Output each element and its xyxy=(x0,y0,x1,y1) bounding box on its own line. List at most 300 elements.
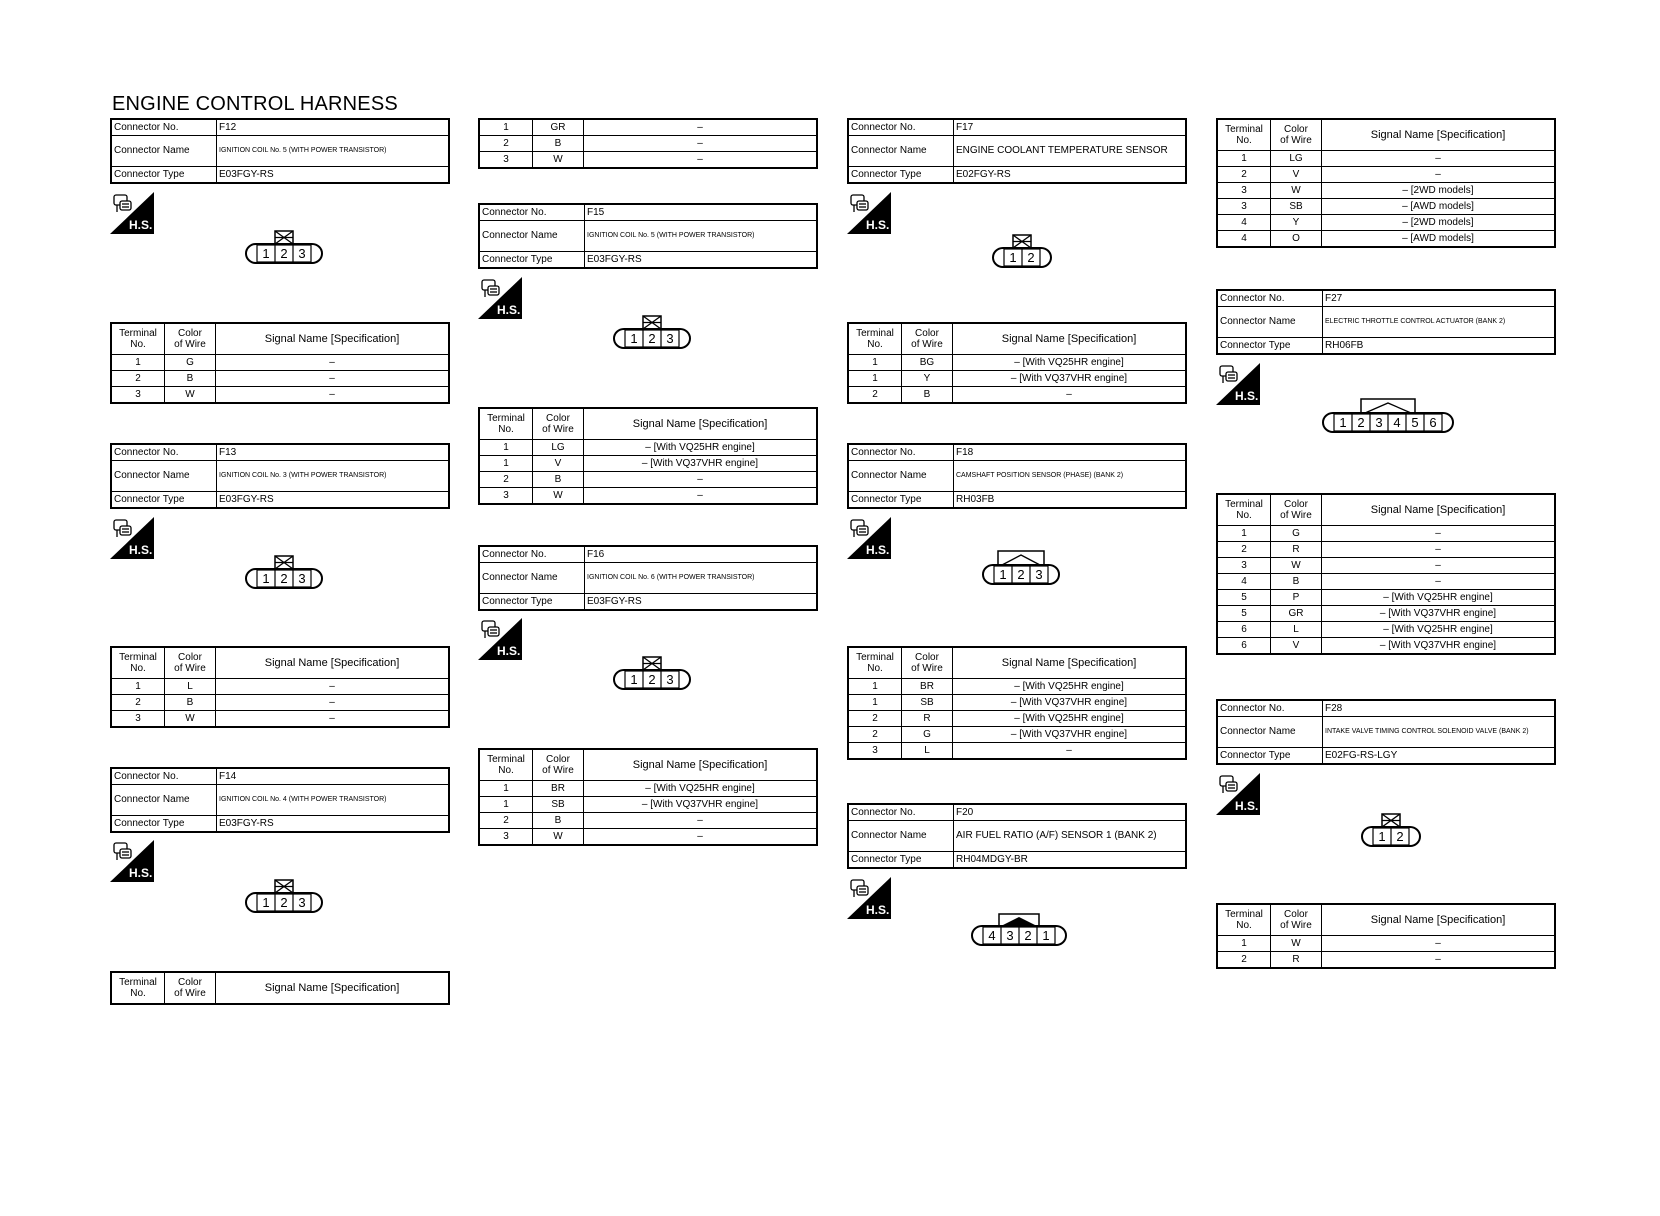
header-wire-color xyxy=(165,323,216,355)
header-terminal-no xyxy=(111,323,165,355)
signal-name: – xyxy=(584,119,818,136)
wire-color: BG xyxy=(902,355,953,371)
terminal-no: 1 xyxy=(111,679,165,695)
header-terminal-no xyxy=(848,323,902,355)
signal-name: – [With VQ25HR engine] xyxy=(584,781,818,797)
terminal-table-f12 xyxy=(110,322,450,404)
header-terminal-no xyxy=(848,647,902,679)
header-signal-name: Signal Name [Specification] xyxy=(216,323,450,355)
label-connector-no: Connector No. xyxy=(479,204,585,221)
pin-label: 1 xyxy=(999,567,1007,582)
terminal-no: 5 xyxy=(1217,590,1271,606)
hs-label: H.S. xyxy=(866,903,890,917)
connector-type-f12: E03FGY-RS xyxy=(217,167,450,184)
signal-name: – [2WD models] xyxy=(1322,183,1556,199)
connector-type-f15: E03FGY-RS xyxy=(585,252,818,269)
connector-name-f18: CAMSHAFT POSITION SENSOR (PHASE) (BANK 2) xyxy=(954,461,1187,492)
terminal-no: 4 xyxy=(1217,215,1271,231)
wire-color: B xyxy=(533,136,584,152)
header-terminal-line1: Terminal xyxy=(1225,498,1263,510)
table-row xyxy=(479,813,817,829)
signal-name: – [AWD models] xyxy=(1322,199,1556,215)
header-color-line2: of Wire xyxy=(1280,920,1312,931)
connector-type-f16: E03FGY-RS xyxy=(585,594,818,611)
terminal-no: 5 xyxy=(1217,606,1271,622)
signal-name: – xyxy=(1322,936,1556,952)
header-terminal-no xyxy=(479,749,533,781)
pin-label: 2 xyxy=(1357,415,1365,430)
wire-color: W xyxy=(1271,936,1322,952)
header-color-line2: of Wire xyxy=(174,663,206,674)
header-terminal-line1: Terminal xyxy=(119,651,157,663)
signal-name: – [With VQ37VHR engine] xyxy=(953,371,1187,387)
label-connector-type: Connector Type xyxy=(848,852,954,869)
pin-label: 1 xyxy=(1378,829,1386,844)
header-terminal-line1: Terminal xyxy=(119,976,157,988)
header-terminal-line2: No. xyxy=(130,339,146,350)
header-terminal-no xyxy=(479,408,533,440)
header-terminal-no xyxy=(1217,904,1271,936)
hs-label: H.S. xyxy=(497,644,521,658)
wire-color: Y xyxy=(1271,215,1322,231)
hs-label: H.S. xyxy=(1235,799,1259,813)
header-terminal-no xyxy=(111,647,165,679)
harness-side-icon xyxy=(110,192,154,234)
header-terminal-line1: Terminal xyxy=(119,327,157,339)
label-connector-no: Connector No. xyxy=(1217,700,1323,717)
label-connector-type: Connector Type xyxy=(111,167,217,184)
pin-label: 1 xyxy=(262,246,270,261)
header-color-line1: Color xyxy=(546,412,570,424)
header-wire-color xyxy=(902,323,953,355)
signal-name: – xyxy=(216,679,450,695)
table-row xyxy=(848,695,1186,711)
pin-label: 2 xyxy=(280,571,288,586)
signal-name: – xyxy=(216,711,450,728)
hs-label: H.S. xyxy=(866,543,890,557)
wire-color: O xyxy=(1271,231,1322,248)
label-connector-type: Connector Type xyxy=(848,167,954,184)
harness-side-icon xyxy=(847,877,891,919)
header-wire-color xyxy=(165,647,216,679)
pin-label: 3 xyxy=(1375,415,1383,430)
terminal-no: 1 xyxy=(1217,151,1271,167)
table-row xyxy=(111,355,449,371)
signal-name: – [With VQ37VHR engine] xyxy=(953,727,1187,743)
label-connector-type: Connector Type xyxy=(1217,748,1323,765)
connector-diagram-f18 xyxy=(981,549,1061,590)
table-row xyxy=(1217,936,1555,952)
table-row xyxy=(848,387,1186,404)
header-terminal-line2: No. xyxy=(1236,920,1252,931)
connector-diagram-f28 xyxy=(1360,811,1422,852)
header-terminal-no xyxy=(1217,494,1271,526)
connector-name-f17: ENGINE COOLANT TEMPERATURE SENSOR xyxy=(954,136,1187,167)
header-color-line1: Color xyxy=(178,976,202,988)
table-row xyxy=(1217,231,1555,248)
wire-color: SB xyxy=(902,695,953,711)
signal-name: – xyxy=(953,743,1187,760)
terminal-no: 1 xyxy=(1217,526,1271,542)
terminal-no: 3 xyxy=(1217,183,1271,199)
terminal-no: 1 xyxy=(479,440,533,456)
connector-info-f17 xyxy=(847,118,1187,184)
wire-color: W xyxy=(165,387,216,404)
wire-color: R xyxy=(902,711,953,727)
connector-no-f15: F15 xyxy=(585,204,818,221)
terminal-no: 1 xyxy=(111,355,165,371)
pin-label: 1 xyxy=(1339,415,1347,430)
signal-name: – xyxy=(584,136,818,152)
header-color-line2: of Wire xyxy=(542,424,574,435)
header-terminal-line2: No. xyxy=(1236,135,1252,146)
hs-label: H.S. xyxy=(129,218,153,232)
harness-side-icon xyxy=(478,618,522,660)
header-terminal-line1: Terminal xyxy=(1225,123,1263,135)
header-wire-color xyxy=(533,408,584,440)
terminal-no: 3 xyxy=(1217,199,1271,215)
terminal-no: 3 xyxy=(479,152,533,169)
terminal-table-f18 xyxy=(847,646,1187,760)
signal-name: – [With VQ37VHR engine] xyxy=(1322,638,1556,655)
connector-diagram-f16 xyxy=(612,654,692,695)
wire-color: P xyxy=(1271,590,1322,606)
terminal-no: 2 xyxy=(848,387,902,404)
connector-plug-icon xyxy=(114,843,131,860)
table-row xyxy=(111,711,449,728)
hs-label: H.S. xyxy=(129,543,153,557)
header-color-line2: of Wire xyxy=(542,765,574,776)
terminal-table-f14 xyxy=(110,971,450,1005)
label-connector-no: Connector No. xyxy=(479,546,585,563)
label-connector-no: Connector No. xyxy=(848,119,954,136)
label-connector-name: Connector Name xyxy=(1217,307,1323,338)
hs-label: H.S. xyxy=(866,218,890,232)
terminal-no: 2 xyxy=(1217,542,1271,558)
connector-plug-icon xyxy=(482,621,499,638)
table-row xyxy=(479,456,817,472)
table-row xyxy=(1217,558,1555,574)
header-signal-name: Signal Name [Specification] xyxy=(216,647,450,679)
signal-name: – xyxy=(216,695,450,711)
wire-color: L xyxy=(165,679,216,695)
header-color-line1: Color xyxy=(178,651,202,663)
table-row xyxy=(848,355,1186,371)
harness-side-icon xyxy=(847,192,891,234)
connector-name-f13: IGNITION COIL No. 3 (WITH POWER TRANSISTOR) xyxy=(217,461,450,492)
wire-color: G xyxy=(165,355,216,371)
table-row xyxy=(1217,199,1555,215)
signal-name: – xyxy=(1322,574,1556,590)
terminal-table-f14-continued xyxy=(478,118,818,169)
table-row xyxy=(848,679,1186,695)
table-row xyxy=(1217,606,1555,622)
table-row xyxy=(111,679,449,695)
table-row xyxy=(1217,183,1555,199)
signal-name: – [With VQ37VHR engine] xyxy=(953,695,1187,711)
wire-color: V xyxy=(1271,167,1322,183)
terminal-table-f16 xyxy=(478,748,818,846)
header-wire-color xyxy=(1271,494,1322,526)
wire-color: SB xyxy=(533,797,584,813)
header-terminal-line1: Terminal xyxy=(856,651,894,663)
terminal-table-f27 xyxy=(1216,493,1556,655)
table-row xyxy=(848,711,1186,727)
wire-color: L xyxy=(902,743,953,760)
header-terminal-line2: No. xyxy=(1236,510,1252,521)
header-wire-color xyxy=(1271,904,1322,936)
table-row xyxy=(479,136,817,152)
connector-type-f13: E03FGY-RS xyxy=(217,492,450,509)
table-row xyxy=(1217,622,1555,638)
terminal-table-f17 xyxy=(847,322,1187,404)
pin-label: 2 xyxy=(1024,928,1032,943)
terminal-no: 1 xyxy=(848,355,902,371)
label-connector-name: Connector Name xyxy=(848,821,954,852)
signal-name: – xyxy=(584,472,818,488)
connector-plug-icon xyxy=(1220,776,1237,793)
label-connector-name: Connector Name xyxy=(111,136,217,167)
pin-label: 5 xyxy=(1411,415,1419,430)
header-signal-name: Signal Name [Specification] xyxy=(1322,119,1556,151)
signal-name: – xyxy=(1322,952,1556,969)
pin-label: 1 xyxy=(262,895,270,910)
signal-name: – xyxy=(584,813,818,829)
wire-color: LG xyxy=(1271,151,1322,167)
connector-no-f27: F27 xyxy=(1323,290,1556,307)
terminal-no: 3 xyxy=(1217,558,1271,574)
table-row xyxy=(479,797,817,813)
pin-label: 3 xyxy=(666,331,674,346)
terminal-no: 1 xyxy=(848,371,902,387)
label-connector-type: Connector Type xyxy=(1217,338,1323,355)
signal-name: – xyxy=(1322,558,1556,574)
wire-color: V xyxy=(533,456,584,472)
header-terminal-line2: No. xyxy=(130,663,146,674)
header-color-line1: Color xyxy=(915,327,939,339)
table-row xyxy=(1217,952,1555,969)
pin-label: 1 xyxy=(630,331,638,346)
signal-name: – [With VQ25HR engine] xyxy=(953,711,1187,727)
wire-color: W xyxy=(533,152,584,169)
signal-name: – [With VQ37VHR engine] xyxy=(584,797,818,813)
signal-name: – [With VQ25HR engine] xyxy=(953,355,1187,371)
signal-name: – xyxy=(584,152,818,169)
terminal-no: 2 xyxy=(848,711,902,727)
connector-no-f12: F12 xyxy=(217,119,450,136)
header-color-line1: Color xyxy=(178,327,202,339)
signal-name: – xyxy=(584,829,818,846)
connector-diagram-f14 xyxy=(244,877,324,918)
label-connector-no: Connector No. xyxy=(111,119,217,136)
table-row xyxy=(1217,215,1555,231)
connector-diagram-f13 xyxy=(244,553,324,594)
connector-no-f16: F16 xyxy=(585,546,818,563)
label-connector-name: Connector Name xyxy=(111,785,217,816)
table-row xyxy=(111,387,449,404)
header-signal-name: Signal Name [Specification] xyxy=(216,972,450,1004)
signal-name: – xyxy=(216,387,450,404)
wire-color: B xyxy=(533,472,584,488)
signal-name: – xyxy=(216,355,450,371)
table-row xyxy=(1217,590,1555,606)
pin-label: 1 xyxy=(262,571,270,586)
pin-label: 4 xyxy=(988,928,996,943)
pin-label: 3 xyxy=(1035,567,1043,582)
table-row xyxy=(479,829,817,846)
wire-color: LG xyxy=(533,440,584,456)
wire-color: BR xyxy=(902,679,953,695)
signal-name: – xyxy=(1322,151,1556,167)
terminal-no: 1 xyxy=(479,797,533,813)
wire-color: GR xyxy=(1271,606,1322,622)
label-connector-name: Connector Name xyxy=(848,461,954,492)
wire-color: Y xyxy=(902,371,953,387)
terminal-no: 4 xyxy=(1217,231,1271,248)
header-color-line2: of Wire xyxy=(1280,510,1312,521)
pin-label: 1 xyxy=(1009,250,1017,265)
terminal-no: 2 xyxy=(111,695,165,711)
wire-color: GR xyxy=(533,119,584,136)
connector-diagram-f27 xyxy=(1321,397,1455,438)
terminal-no: 2 xyxy=(1217,952,1271,969)
connector-type-f17: E02FGY-RS xyxy=(954,167,1187,184)
connector-diagram-f17 xyxy=(991,232,1053,273)
header-signal-name: Signal Name [Specification] xyxy=(953,647,1187,679)
terminal-no: 6 xyxy=(1217,622,1271,638)
header-terminal-line1: Terminal xyxy=(1225,908,1263,920)
connector-type-f18: RH03FB xyxy=(954,492,1187,509)
signal-name: – xyxy=(953,387,1187,404)
table-row xyxy=(111,371,449,387)
signal-name: – [With VQ25HR engine] xyxy=(584,440,818,456)
terminal-no: 2 xyxy=(479,136,533,152)
header-wire-color xyxy=(533,749,584,781)
label-connector-no: Connector No. xyxy=(848,444,954,461)
table-row xyxy=(479,781,817,797)
wire-color: B xyxy=(165,371,216,387)
wire-color: W xyxy=(165,711,216,728)
header-terminal-line2: No. xyxy=(867,339,883,350)
wire-color: R xyxy=(1271,542,1322,558)
terminal-no: 1 xyxy=(848,679,902,695)
connector-no-f18: F18 xyxy=(954,444,1187,461)
connector-name-f15: IGNITION COIL No. 5 (WITH POWER TRANSISTOR) xyxy=(585,221,818,252)
header-color-line1: Color xyxy=(915,651,939,663)
header-terminal-line1: Terminal xyxy=(487,753,525,765)
connector-name-f14: IGNITION COIL No. 4 (WITH POWER TRANSISTOR) xyxy=(217,785,450,816)
harness-side-icon xyxy=(1216,773,1260,815)
pin-label: 4 xyxy=(1393,415,1401,430)
label-connector-name: Connector Name xyxy=(1217,717,1323,748)
label-connector-no: Connector No. xyxy=(111,444,217,461)
table-row xyxy=(848,727,1186,743)
connector-name-f16: IGNITION COIL No. 6 (WITH POWER TRANSISTOR) xyxy=(585,563,818,594)
harness-side-icon xyxy=(478,277,522,319)
wire-color: V xyxy=(1271,638,1322,655)
terminal-no: 2 xyxy=(479,472,533,488)
connector-name-f27: ELECTRIC THROTTLE CONTROL ACTUATOR (BANK 2) xyxy=(1323,307,1556,338)
label-connector-no: Connector No. xyxy=(1217,290,1323,307)
connector-no-f13: F13 xyxy=(217,444,450,461)
terminal-no: 3 xyxy=(111,711,165,728)
connector-type-f14: E03FGY-RS xyxy=(217,816,450,833)
harness-side-icon xyxy=(847,517,891,559)
pin-label: 2 xyxy=(1396,829,1404,844)
terminal-no: 1 xyxy=(479,781,533,797)
header-terminal-no xyxy=(111,972,165,1004)
connector-no-f14: F14 xyxy=(217,768,450,785)
header-signal-name: Signal Name [Specification] xyxy=(1322,494,1556,526)
connector-info-f20 xyxy=(847,803,1187,869)
pin-label: 1 xyxy=(630,672,638,687)
terminal-no: 6 xyxy=(1217,638,1271,655)
pin-label: 2 xyxy=(648,672,656,687)
header-terminal-line2: No. xyxy=(867,663,883,674)
header-signal-name: Signal Name [Specification] xyxy=(584,749,818,781)
header-color-line1: Color xyxy=(1284,908,1308,920)
wire-color: B xyxy=(533,813,584,829)
terminal-no: 2 xyxy=(1217,167,1271,183)
connector-plug-icon xyxy=(851,520,868,537)
connector-info-f18 xyxy=(847,443,1187,509)
table-row xyxy=(848,743,1186,760)
connector-info-f28 xyxy=(1216,699,1556,765)
table-row xyxy=(1217,151,1555,167)
connector-info-f16 xyxy=(478,545,818,611)
terminal-table-f28 xyxy=(1216,903,1556,969)
pin-label: 3 xyxy=(298,571,306,586)
signal-name: – [With VQ37VHR engine] xyxy=(1322,606,1556,622)
pin-label: 6 xyxy=(1429,415,1437,430)
connector-plug-icon xyxy=(1220,366,1237,383)
connector-no-f28: F28 xyxy=(1323,700,1556,717)
signal-name: – xyxy=(584,488,818,505)
label-connector-type: Connector Type xyxy=(848,492,954,509)
table-row xyxy=(479,119,817,136)
terminal-no: 2 xyxy=(848,727,902,743)
table-row xyxy=(479,440,817,456)
wire-color: W xyxy=(533,488,584,505)
terminal-no: 4 xyxy=(1217,574,1271,590)
terminal-no: 1 xyxy=(848,695,902,711)
table-row xyxy=(479,472,817,488)
label-connector-name: Connector Name xyxy=(479,563,585,594)
terminal-no: 3 xyxy=(111,387,165,404)
wire-color: BR xyxy=(533,781,584,797)
wire-color: B xyxy=(1271,574,1322,590)
label-connector-name: Connector Name xyxy=(479,221,585,252)
connector-name-f28: INTAKE VALVE TIMING CONTROL SOLENOID VALVE (BANK 2) xyxy=(1323,717,1556,748)
wire-color: G xyxy=(902,727,953,743)
pin-label: 3 xyxy=(1006,928,1014,943)
pin-label: 2 xyxy=(648,331,656,346)
header-signal-name: Signal Name [Specification] xyxy=(1322,904,1556,936)
header-color-line2: of Wire xyxy=(174,988,206,999)
harness-side-icon xyxy=(110,517,154,559)
header-color-line2: of Wire xyxy=(911,663,943,674)
header-signal-name: Signal Name [Specification] xyxy=(953,323,1187,355)
pin-label: 3 xyxy=(298,246,306,261)
connector-info-f27 xyxy=(1216,289,1556,355)
label-connector-no: Connector No. xyxy=(848,804,954,821)
table-row xyxy=(1217,526,1555,542)
label-connector-no: Connector No. xyxy=(111,768,217,785)
connector-info-f12 xyxy=(110,118,450,184)
wire-color: W xyxy=(1271,558,1322,574)
label-connector-name: Connector Name xyxy=(848,136,954,167)
pin-label: 3 xyxy=(298,895,306,910)
